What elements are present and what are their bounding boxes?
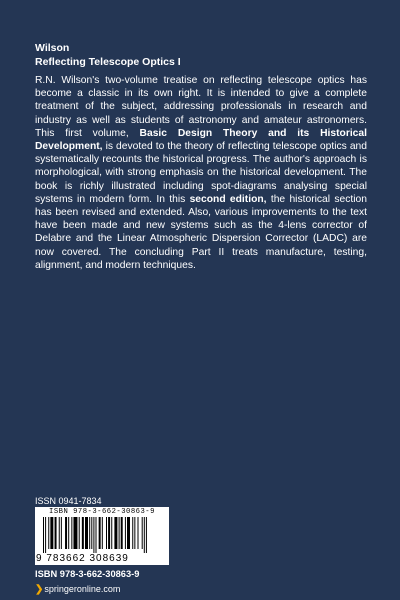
barcode — [35, 507, 169, 565]
description-bold-2: second edition, — [189, 193, 267, 205]
barcode-bars — [43, 517, 163, 553]
description-text-2: is devoted to the theory of reflecting telescope optics and systematically recounts the historical progress. The author's approach is morphological, with strong emphasis on the historical development. The book is richly illustrated including spot-diagrams analysing special systems in modern form. In this — [35, 141, 367, 205]
barcode-digits: 9 783662 308639 — [36, 553, 129, 564]
barcode-isbn-label: ISBN 978-3-662-30863-9 — [49, 508, 155, 516]
book-title: Reflecting Telescope Optics I — [35, 56, 181, 68]
issn-number: ISSN 0941-7834 — [35, 496, 102, 506]
chevron-right-icon: ❯ — [35, 584, 44, 595]
isbn-number: ISBN 978-3-662-30863-9 — [35, 569, 140, 579]
publisher-link[interactable] — [35, 584, 120, 595]
author-name: Wilson — [35, 42, 70, 54]
description-text-1: R.N. Wilson's two-volume treatise on reflecting telescope optics has become a classic in its own right. It is intended to give a complete treatment of the subject, addressing professionals in research and industry as well as students of astronomy and amateur astronomers. This first volume, — [35, 75, 367, 139]
description-bold-1: Basic Design Theory and its Historical Development, — [35, 127, 367, 153]
description-text-3: the historical section has been revised and extended. Also, various improvements to the text have been made and new systems such as the 4-lens corrector of Delabre and the Linear Atmospheric Dispersion Corrector (LADC) are now covered. The concluding Part II treats manufacture, testing, alignment, and modern techniques. — [35, 193, 367, 271]
book-description — [35, 74, 367, 272]
publisher-link-text: springeronline.com — [44, 584, 121, 594]
